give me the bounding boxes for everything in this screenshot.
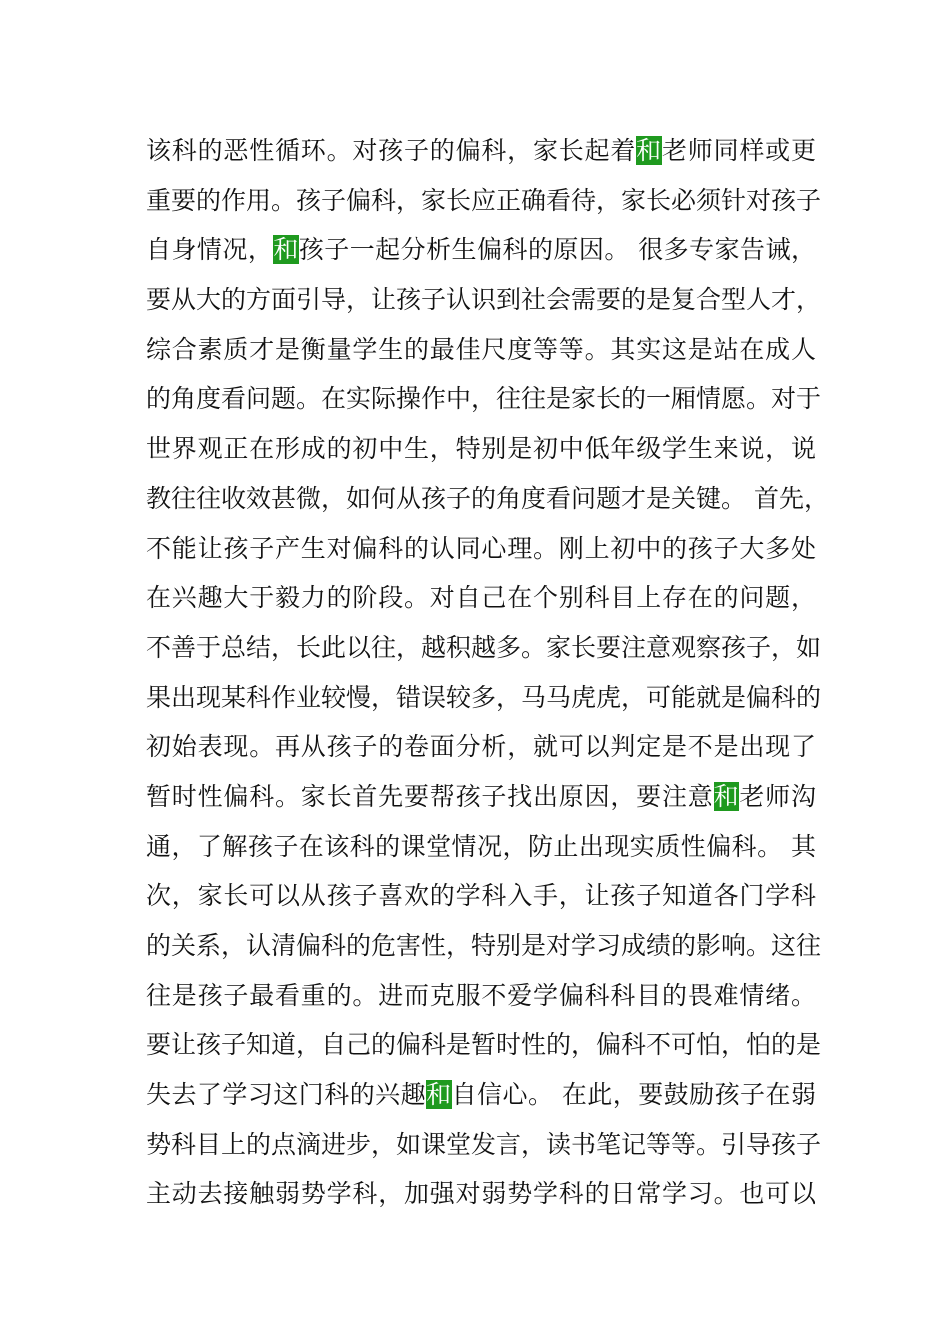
text-line <box>146 772 816 822</box>
highlighted-term: 和 <box>713 781 740 811</box>
text-segment: 果出现某科作业较慢，错误较多，马马虎虎，可能就是偏科的 <box>146 682 822 712</box>
text-segment: 重要的作用。孩子偏科，家长应正确看待，家长必须针对孩子 <box>146 185 822 215</box>
text-segment: 自信心。 在此，要鼓励孩子在弱 <box>451 1080 816 1110</box>
text-line <box>146 722 816 772</box>
text-segment: 初始表现。再从孩子的卷面分析，就可以判定是不是出现了 <box>146 732 816 762</box>
text-segment: 的关系，认清偏科的危害性，特别是对学习成绩的影响。这往 <box>146 931 822 960</box>
text-line <box>146 1120 822 1170</box>
text-line <box>146 673 822 723</box>
text-segment: 的角度看问题。在实际操作中，往往是家长的一厢情愿。对于 <box>146 384 822 414</box>
text-segment: 教往往收效甚微，如何从孩子的角度看问题才是关键。 首先， <box>146 483 829 513</box>
text-line <box>146 822 816 872</box>
text-line <box>146 325 816 375</box>
text-segment: 要从大的方面引导，让孩子认识到社会需要的是复合型人才， <box>146 285 822 315</box>
text-segment: 势科目上的点滴进步，如课堂发言，读书笔记等等。引导孩子 <box>146 1129 822 1159</box>
body-text <box>146 126 829 1219</box>
text-segment: 要让孩子知道，自己的偏科是暂时性的，偏科不可怕，怕的是 <box>146 1030 822 1060</box>
text-segment: 次，家长可以从孩子喜欢的学科入手，让孩子知道各门学科 <box>146 881 816 911</box>
text-line <box>146 126 816 176</box>
text-line <box>146 524 816 574</box>
text-line <box>146 424 816 474</box>
text-segment: 该科的恶性循环。对孩子的偏科，家长起着 <box>146 136 637 165</box>
text-line <box>146 623 822 673</box>
text-segment: 自身情况， <box>146 235 274 265</box>
text-segment: 老师同样或更 <box>661 136 816 165</box>
text-segment: 暂时性偏科。家长首先要帮孩子找出原因，要注意 <box>146 781 714 811</box>
text-line <box>146 1020 822 1070</box>
text-segment: 世界观正在形成的初中生，特别是初中低年级学生来说，说 <box>146 434 816 464</box>
text-segment: 综合素质才是衡量学生的最佳尺度等等。其实这是站在成人 <box>146 334 816 364</box>
highlighted-term: 和 <box>636 136 662 165</box>
text-line <box>146 225 816 275</box>
text-segment: 不善于总结，长此以往，越积越多。家长要注意观察孩子，如 <box>146 632 822 662</box>
text-line <box>146 1169 816 1219</box>
text-line <box>146 474 829 524</box>
text-segment: 失去了学习这门科的兴趣 <box>146 1080 427 1110</box>
text-line <box>146 971 816 1021</box>
text-segment: 通，了解孩子在该科的课堂情况，防止出现实质性偏科。 其 <box>146 831 816 861</box>
text-segment: 孩子一起分析生偏科的原因。 很多专家告诫， <box>298 235 816 265</box>
text-line <box>146 275 822 325</box>
highlighted-term: 和 <box>426 1080 452 1110</box>
text-line <box>146 1070 816 1120</box>
text-line <box>146 573 816 623</box>
text-segment: 在兴趣大于毅力的阶段。对自己在个别科目上存在的问题， <box>146 583 816 613</box>
text-line <box>146 374 822 424</box>
text-line <box>146 871 816 921</box>
text-segment: 主动去接触弱势学科，加强对弱势学科的日常学习。也可以 <box>146 1179 816 1209</box>
highlighted-term: 和 <box>273 235 299 265</box>
text-segment: 往是孩子最看重的。进而克服不爱学偏科科目的畏难情绪。 <box>146 980 816 1010</box>
text-line <box>146 921 822 971</box>
text-segment: 不能让孩子产生对偏科的认同心理。刚上初中的孩子大多处 <box>146 533 816 563</box>
text-segment: 老师沟 <box>739 781 816 811</box>
text-line <box>146 176 822 226</box>
